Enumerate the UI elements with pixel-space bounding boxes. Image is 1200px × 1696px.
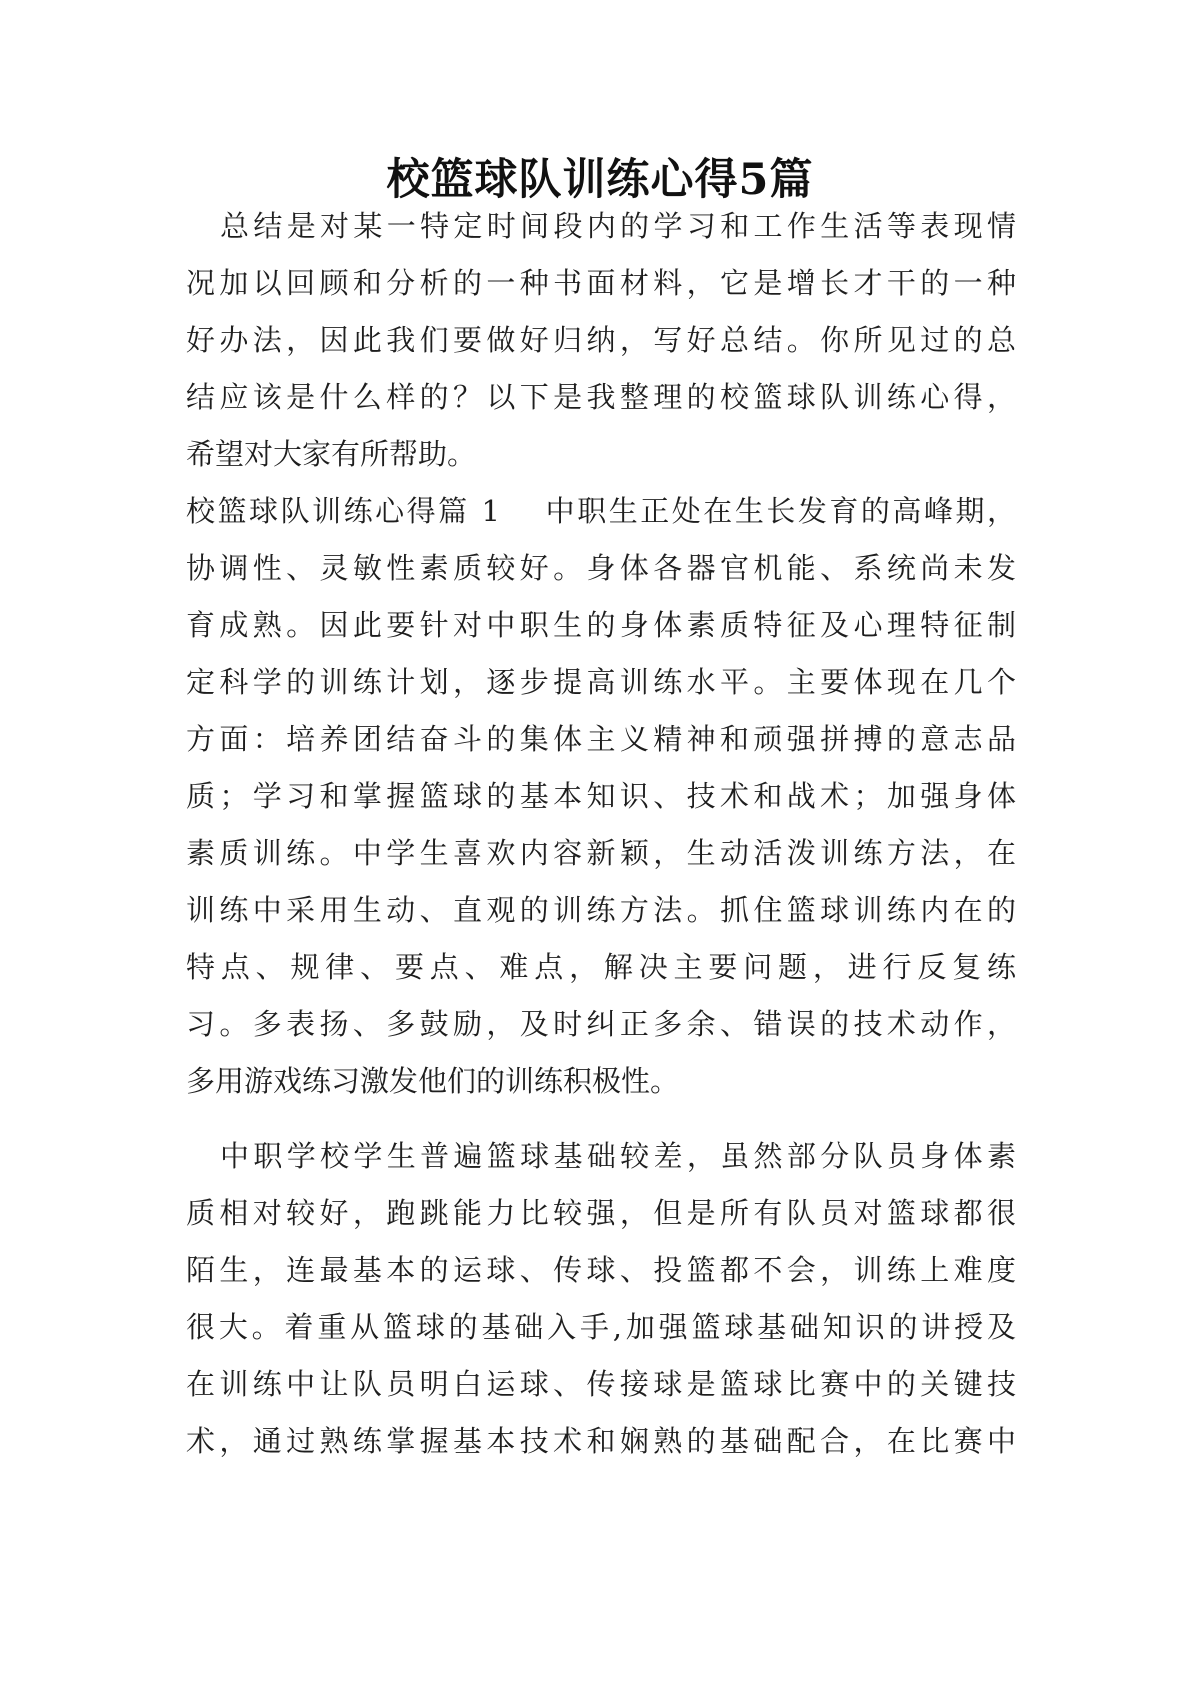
text-line: 素质训练。中学生喜欢内容新颖，生动活泼训练方法，在 — [186, 836, 1016, 870]
text-line: 中职学校学生普遍篮球基础较差，虽然部分队员身体素 — [220, 1139, 1016, 1173]
text-line: 在训练中让队员明白运球、传接球是篮球比赛中的关键技 — [186, 1367, 1016, 1401]
text-line: 希望对大家有所帮助。 — [186, 437, 477, 471]
text-line: 好办法，因此我们要做好归纳，写好总结。你所见过的总 — [186, 323, 1016, 357]
text-line: 习。多表扬、多鼓励，及时纠正多余、错误的技术动作， — [186, 1007, 1016, 1041]
text-line: 结应该是什么样的？以下是我整理的校篮球队训练心得， — [186, 380, 1016, 414]
text-line: 很大。着重从篮球的基础入手,加强篮球基础知识的讲授及 — [186, 1310, 1016, 1344]
text-line: 育成熟。因此要针对中职生的身体素质特征及心理特征制 — [186, 608, 1016, 642]
text-line: 特点、规律、要点、难点，解决主要问题，进行反复练 — [186, 950, 1016, 984]
text-line: 方面：培养团结奋斗的集体主义精神和顽强拼搏的意志品 — [186, 722, 1016, 756]
text-line: 校篮球队训练心得篇 1 中职生正处在生长发育的高峰期， — [186, 494, 1016, 528]
text-line: 协调性、灵敏性素质较好。身体各器官机能、系统尚未发 — [186, 551, 1016, 585]
text-line: 况加以回顾和分析的一种书面材料，它是增长才干的一种 — [186, 266, 1016, 300]
text-line: 总结是对某一特定时间段内的学习和工作生活等表现情 — [220, 209, 1016, 243]
text-line: 质相对较好，跑跳能力比较强，但是所有队员对篮球都很 — [186, 1196, 1016, 1230]
text-line: 训练中采用生动、直观的训练方法。抓住篮球训练内在的 — [186, 893, 1016, 927]
text-line: 质；学习和掌握篮球的基本知识、技术和战术；加强身体 — [186, 779, 1016, 813]
text-line: 陌生，连最基本的运球、传球、投篮都不会，训练上难度 — [186, 1253, 1016, 1287]
text-line: 定科学的训练计划，逐步提高训练水平。主要体现在几个 — [186, 665, 1016, 699]
document-title: 校篮球队训练心得5篇 — [386, 155, 814, 205]
text-line: 术，通过熟练掌握基本技术和娴熟的基础配合，在比赛中 — [186, 1424, 1016, 1458]
text-line: 多用游戏练习激发他们的训练积极性。 — [186, 1064, 680, 1098]
